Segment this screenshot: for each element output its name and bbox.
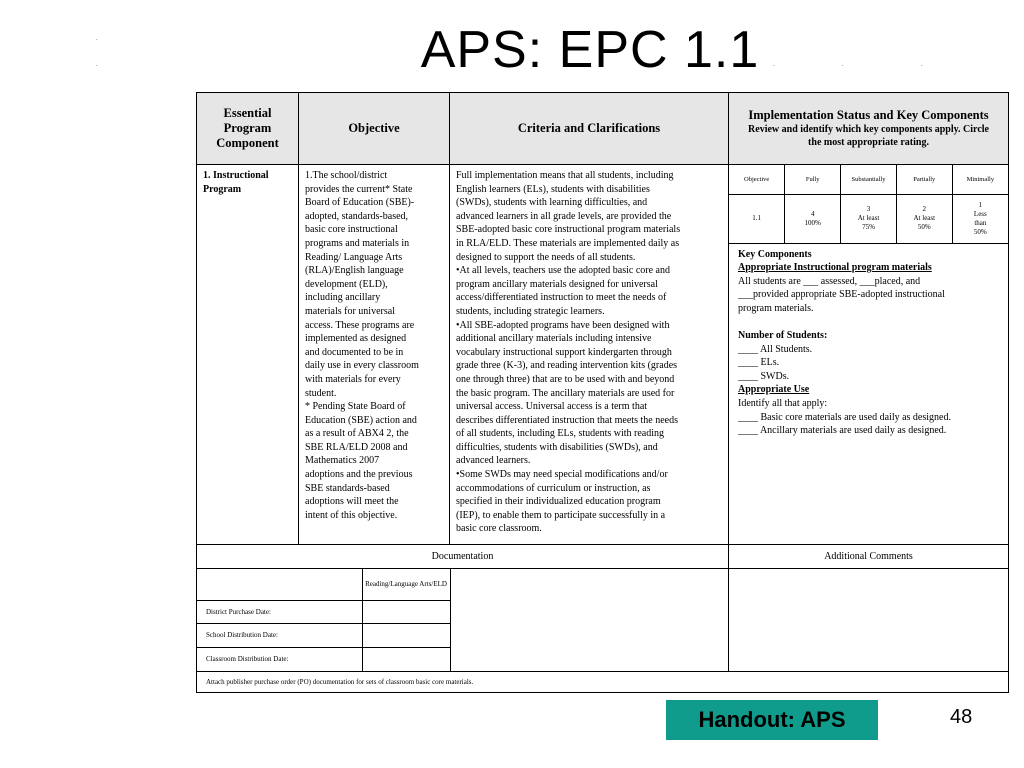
criteria-line: universal access. Universal access is a term that xyxy=(456,401,648,413)
criteria-line: •Some SWDs may need special modifications and/or xyxy=(456,469,668,481)
key-components xyxy=(729,244,1008,442)
school-distribution-date-field[interactable] xyxy=(362,623,450,647)
rating-header-1: Fully xyxy=(785,165,841,194)
additional-comments-field[interactable] xyxy=(729,569,1009,672)
stray-mark: . xyxy=(921,62,923,68)
objective-line: provides the current* State xyxy=(305,183,413,195)
criteria-line: basic core classroom. xyxy=(456,523,542,535)
rating-header-3: Partially xyxy=(896,165,952,194)
component-cell: 1. Instructional Program xyxy=(197,165,299,545)
kc-item: ____ ELs. xyxy=(738,357,780,369)
kc-section-students: Number of Students: xyxy=(738,330,828,342)
objective-line: materials for universal xyxy=(305,305,395,317)
district-purchase-date-field[interactable] xyxy=(362,600,450,623)
doc-column-label: Reading/Language Arts/ELD xyxy=(362,569,450,600)
kc-line: program materials. xyxy=(738,302,814,314)
kc-line: Identify all that apply: xyxy=(738,398,828,410)
objective-line: adoptions will meet the xyxy=(305,496,399,508)
criteria-line: SBE-adopted basic core instructional program materials xyxy=(456,224,681,236)
objective-line: Reading/ Language Arts xyxy=(305,251,403,263)
slide-title: APS: EPC 1.1 xyxy=(420,21,760,79)
objective-line: and documented to be in xyxy=(305,346,404,358)
criteria-line: advanced learners in all grade levels, are provided the xyxy=(456,210,672,222)
criteria-line: (IEP), to enable them to participate successfully in a xyxy=(456,509,666,521)
criteria-line: difficulties, students with disabilities (SWDs), and xyxy=(456,441,658,453)
criteria-line: advanced learners. xyxy=(456,455,531,467)
objective-line: intent of this objective. xyxy=(305,509,398,521)
criteria-line: •All SBE-adopted programs have been designed with xyxy=(456,319,670,331)
criteria-line: of all students, including ELs, students with reading xyxy=(456,428,665,440)
district-purchase-date-label: District Purchase Date: xyxy=(197,600,362,623)
kc-section-materials: Appropriate Instructional program materials xyxy=(738,262,932,274)
criteria-cell xyxy=(450,165,729,545)
doc-empty-cell xyxy=(197,569,362,600)
additional-comments-header: Additional Comments xyxy=(729,545,1009,569)
rating-header-2: Substantially xyxy=(841,165,897,194)
epc-table xyxy=(196,92,1009,693)
stray-mark: . xyxy=(96,62,98,68)
stray-mark: . xyxy=(842,62,844,68)
documentation-table xyxy=(197,569,728,671)
objective-line: SBE RLA/ELD 2008 and xyxy=(305,441,408,453)
criteria-line: vocabulary instructional support kindergarten through xyxy=(456,346,672,358)
objective-line: Board of Education (SBE)- xyxy=(305,197,415,209)
objective-line: development (ELD), xyxy=(305,278,388,290)
rating-header-4: Minimally xyxy=(952,165,1008,194)
documentation-area xyxy=(197,569,729,672)
handout-badge: Handout: APS xyxy=(666,700,878,740)
criteria-line: English learners (ELs), students with disabilities xyxy=(456,183,650,195)
objective-line: SBE standards-based xyxy=(305,482,390,494)
criteria-line: grade three (K-3), and reading intervention kits (grades xyxy=(456,360,678,372)
rating-option-3[interactable]: 2 At least 50% xyxy=(896,194,952,243)
kc-line: All students are ___ assessed, ___placed, and xyxy=(738,275,921,287)
criteria-line: accommodations of curriculum or instruction, as xyxy=(456,482,651,494)
rating-objective-value: 1.1 xyxy=(729,194,785,243)
rating-option-4[interactable]: 1 Less than 50% xyxy=(952,194,1008,243)
criteria-line: students, including strategic learners. xyxy=(456,305,605,317)
implementation-subtitle: Review and identify which key components apply. Circle the most appropriate rating. xyxy=(748,124,989,148)
header-essential-component: Essential Program Component xyxy=(197,93,299,165)
kc-item: ____ All Students. xyxy=(738,343,813,355)
key-components-title: Key Components xyxy=(738,248,812,260)
header-criteria: Criteria and Clarifications xyxy=(450,93,729,165)
objective-line: Mathematics 2007 xyxy=(305,455,380,467)
objective-line: adopted, standards-based, xyxy=(305,210,409,222)
criteria-line: one through three) that are to be used with and beyond xyxy=(456,373,675,385)
criteria-line: specified in their individualized education program xyxy=(456,496,661,508)
criteria-line: the basic program. The ancillary materials are used for xyxy=(456,387,675,399)
implementation-title: Implementation Status and Key Components xyxy=(748,108,989,122)
rating-header-0: Objective xyxy=(729,165,785,194)
school-distribution-date-label: School Distribution Date: xyxy=(197,623,362,647)
objective-line: implemented as designed xyxy=(305,333,407,345)
objective-line: * Pending State Board of xyxy=(305,401,406,413)
objective-line: daily use in every classroom xyxy=(305,360,419,372)
criteria-line: designed to support the needs of all students. xyxy=(456,251,636,263)
rating-table xyxy=(729,165,1008,244)
rating-option-2[interactable]: 3 At least 75% xyxy=(841,194,897,243)
header-objective: Objective xyxy=(299,93,450,165)
objective-line: 1.The school/district xyxy=(305,170,388,181)
kc-item: ____ Ancillary materials are used daily as designed. xyxy=(738,425,947,437)
criteria-line: access/differentiated instruction to meet the needs of xyxy=(456,292,667,304)
kc-item: ____ Basic core materials are used daily as designed. xyxy=(738,411,951,423)
rating-option-1[interactable]: 4 100% xyxy=(785,194,841,243)
objective-line: as a result of ABX4 2, the xyxy=(305,428,409,440)
objective-cell xyxy=(299,165,450,545)
classroom-distribution-date-field[interactable] xyxy=(362,647,450,671)
stray-mark: . xyxy=(96,36,98,42)
objective-line: basic core instructional xyxy=(305,224,398,236)
header-implementation-status xyxy=(729,93,1009,165)
criteria-line: in RLA/ELD. These materials are implemented daily as xyxy=(456,237,680,249)
criteria-line: •At all levels, teachers use the adopted basic core and xyxy=(456,265,670,277)
kc-item: ____ SWDs. xyxy=(738,370,790,382)
page-number: 48 xyxy=(950,706,973,728)
criteria-line: program ancillary materials designed for universal xyxy=(456,278,658,290)
objective-line: adoptions and the previous xyxy=(305,469,413,481)
criteria-line: (SWDs), students with learning difficulties, and xyxy=(456,197,648,209)
comments-area xyxy=(450,569,728,671)
criteria-line: additional ancillary materials including intensive xyxy=(456,333,652,345)
documentation-footer: Attach publisher purchase order (PO) documentation for sets of classroom basic core materials. xyxy=(197,672,1009,693)
criteria-line: Full implementation means that all students, including xyxy=(456,170,674,181)
objective-line: (RLA)/English language xyxy=(305,265,404,277)
implementation-cell xyxy=(729,165,1009,545)
objective-line: programs and materials in xyxy=(305,237,410,249)
objective-line: access. These programs are xyxy=(305,319,415,331)
objective-line: including ancillary xyxy=(305,292,381,304)
objective-line: Education (SBE) action and xyxy=(305,414,417,426)
kc-section-use: Appropriate Use xyxy=(738,384,810,396)
criteria-line: describes differentiated instruction that meets the needs xyxy=(456,414,678,426)
classroom-distribution-date-label: Classroom Distribution Date: xyxy=(197,647,362,671)
stray-mark: . xyxy=(773,62,775,68)
objective-line: student. xyxy=(305,387,337,399)
kc-line: ___provided appropriate SBE-adopted instructional xyxy=(738,289,945,301)
documentation-header: Documentation xyxy=(197,545,729,569)
objective-line: with materials for every xyxy=(305,373,401,385)
